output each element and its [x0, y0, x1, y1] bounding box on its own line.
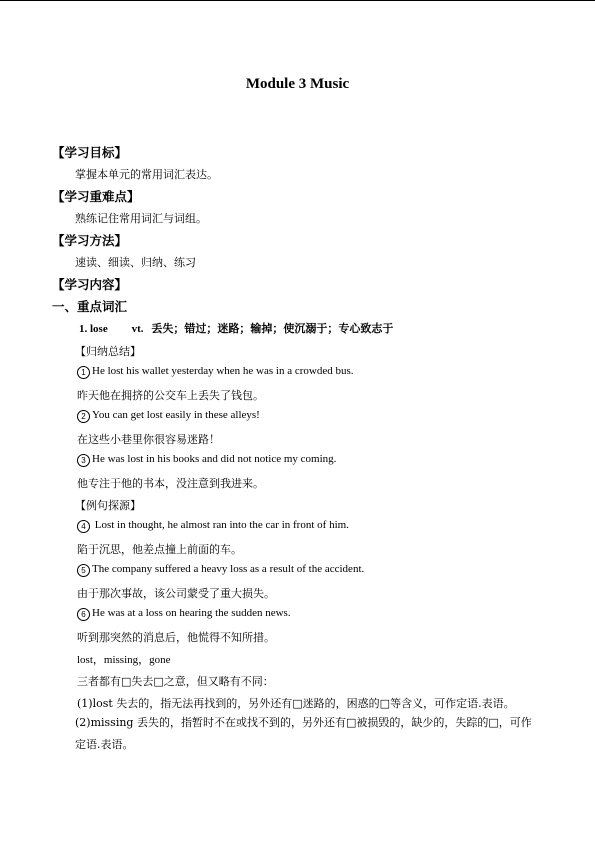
example-5-en: 5 The company suffered a heavy loss as a result of the accident. [77, 563, 364, 577]
method-heading: 【学习方法】 [52, 233, 128, 248]
example-5-zh: 由于那次事故，该公司蒙受了重大损失。 [77, 587, 275, 600]
example-1-zh: 昨天他在拥挤的公交车上丢失了钱包。 [77, 389, 264, 402]
number-badge: 3 [77, 454, 90, 467]
explore-label: 【例句探源】 [75, 499, 141, 512]
vocab-word: 1. lose [79, 323, 108, 335]
key-points-heading: 【学习重难点】 [52, 189, 140, 204]
page-title: Module 3 Music [245, 76, 350, 92]
vocab-entry [79, 320, 393, 336]
summary-label: 【归纳总结】 [75, 345, 141, 358]
number-badge: 5 [77, 564, 90, 577]
number-badge: 6 [77, 608, 90, 621]
key-points-text: 熟练记住常用词汇与词组。 [75, 212, 207, 225]
vocab-pos: vt. [131, 323, 144, 335]
compare-item-missing: (2)missing 丢失的，指暂时不在或找不到的，另外还有□被损毁的，缺少的，失踪的□，可作定语.表语。 [75, 716, 532, 751]
example-4-zh: 陷于沉思，他差点撞上前面的车。 [77, 543, 242, 556]
compare-words: lost，missing，gone [77, 654, 171, 666]
example-4-en: 4 Lost in thought, he almost ran into the car in front of him. [77, 519, 349, 533]
goal-heading: 【学习目标】 [52, 145, 128, 160]
compare-intro: 三者都有□失去□之意，但又略有不同： [77, 675, 274, 688]
compare-item-lost: (1)lost 失去的，指无法再找到的，另外还有□迷路的，困惑的□等含义，可作定语.表语。 [77, 697, 515, 710]
goal-text: 掌握本单元的常用词汇表达。 [75, 168, 218, 181]
part-one-heading: 一、重点词汇 [52, 299, 128, 314]
example-2-en: 2 You can get lost easily in these alleys! [77, 409, 260, 423]
example-2-zh: 在这些小巷里你很容易迷路！ [77, 433, 220, 446]
example-3-zh: 他专注于他的书本，没注意到我进来。 [77, 477, 264, 490]
method-text: 速读、细读、归纳、练习 [75, 256, 196, 269]
example-6-zh: 听到那突然的消息后，他慌得不知所措。 [77, 631, 275, 644]
example-1-en: 1 He lost his wallet yesterday when he was in a crowded bus. [77, 365, 354, 379]
example-3-en: 3 He was lost in his books and did not notice my coming. [77, 453, 336, 467]
number-badge: 2 [77, 410, 90, 423]
vocab-meaning: 丢失；错过；迷路；输掉；使沉溺于；专心致志于 [151, 322, 394, 335]
number-badge: 1 [77, 366, 90, 379]
number-badge: 4 [77, 520, 90, 533]
content-heading: 【学习内容】 [52, 277, 128, 292]
example-6-en: 6 He was at a loss on hearing the sudden news. [77, 607, 291, 621]
